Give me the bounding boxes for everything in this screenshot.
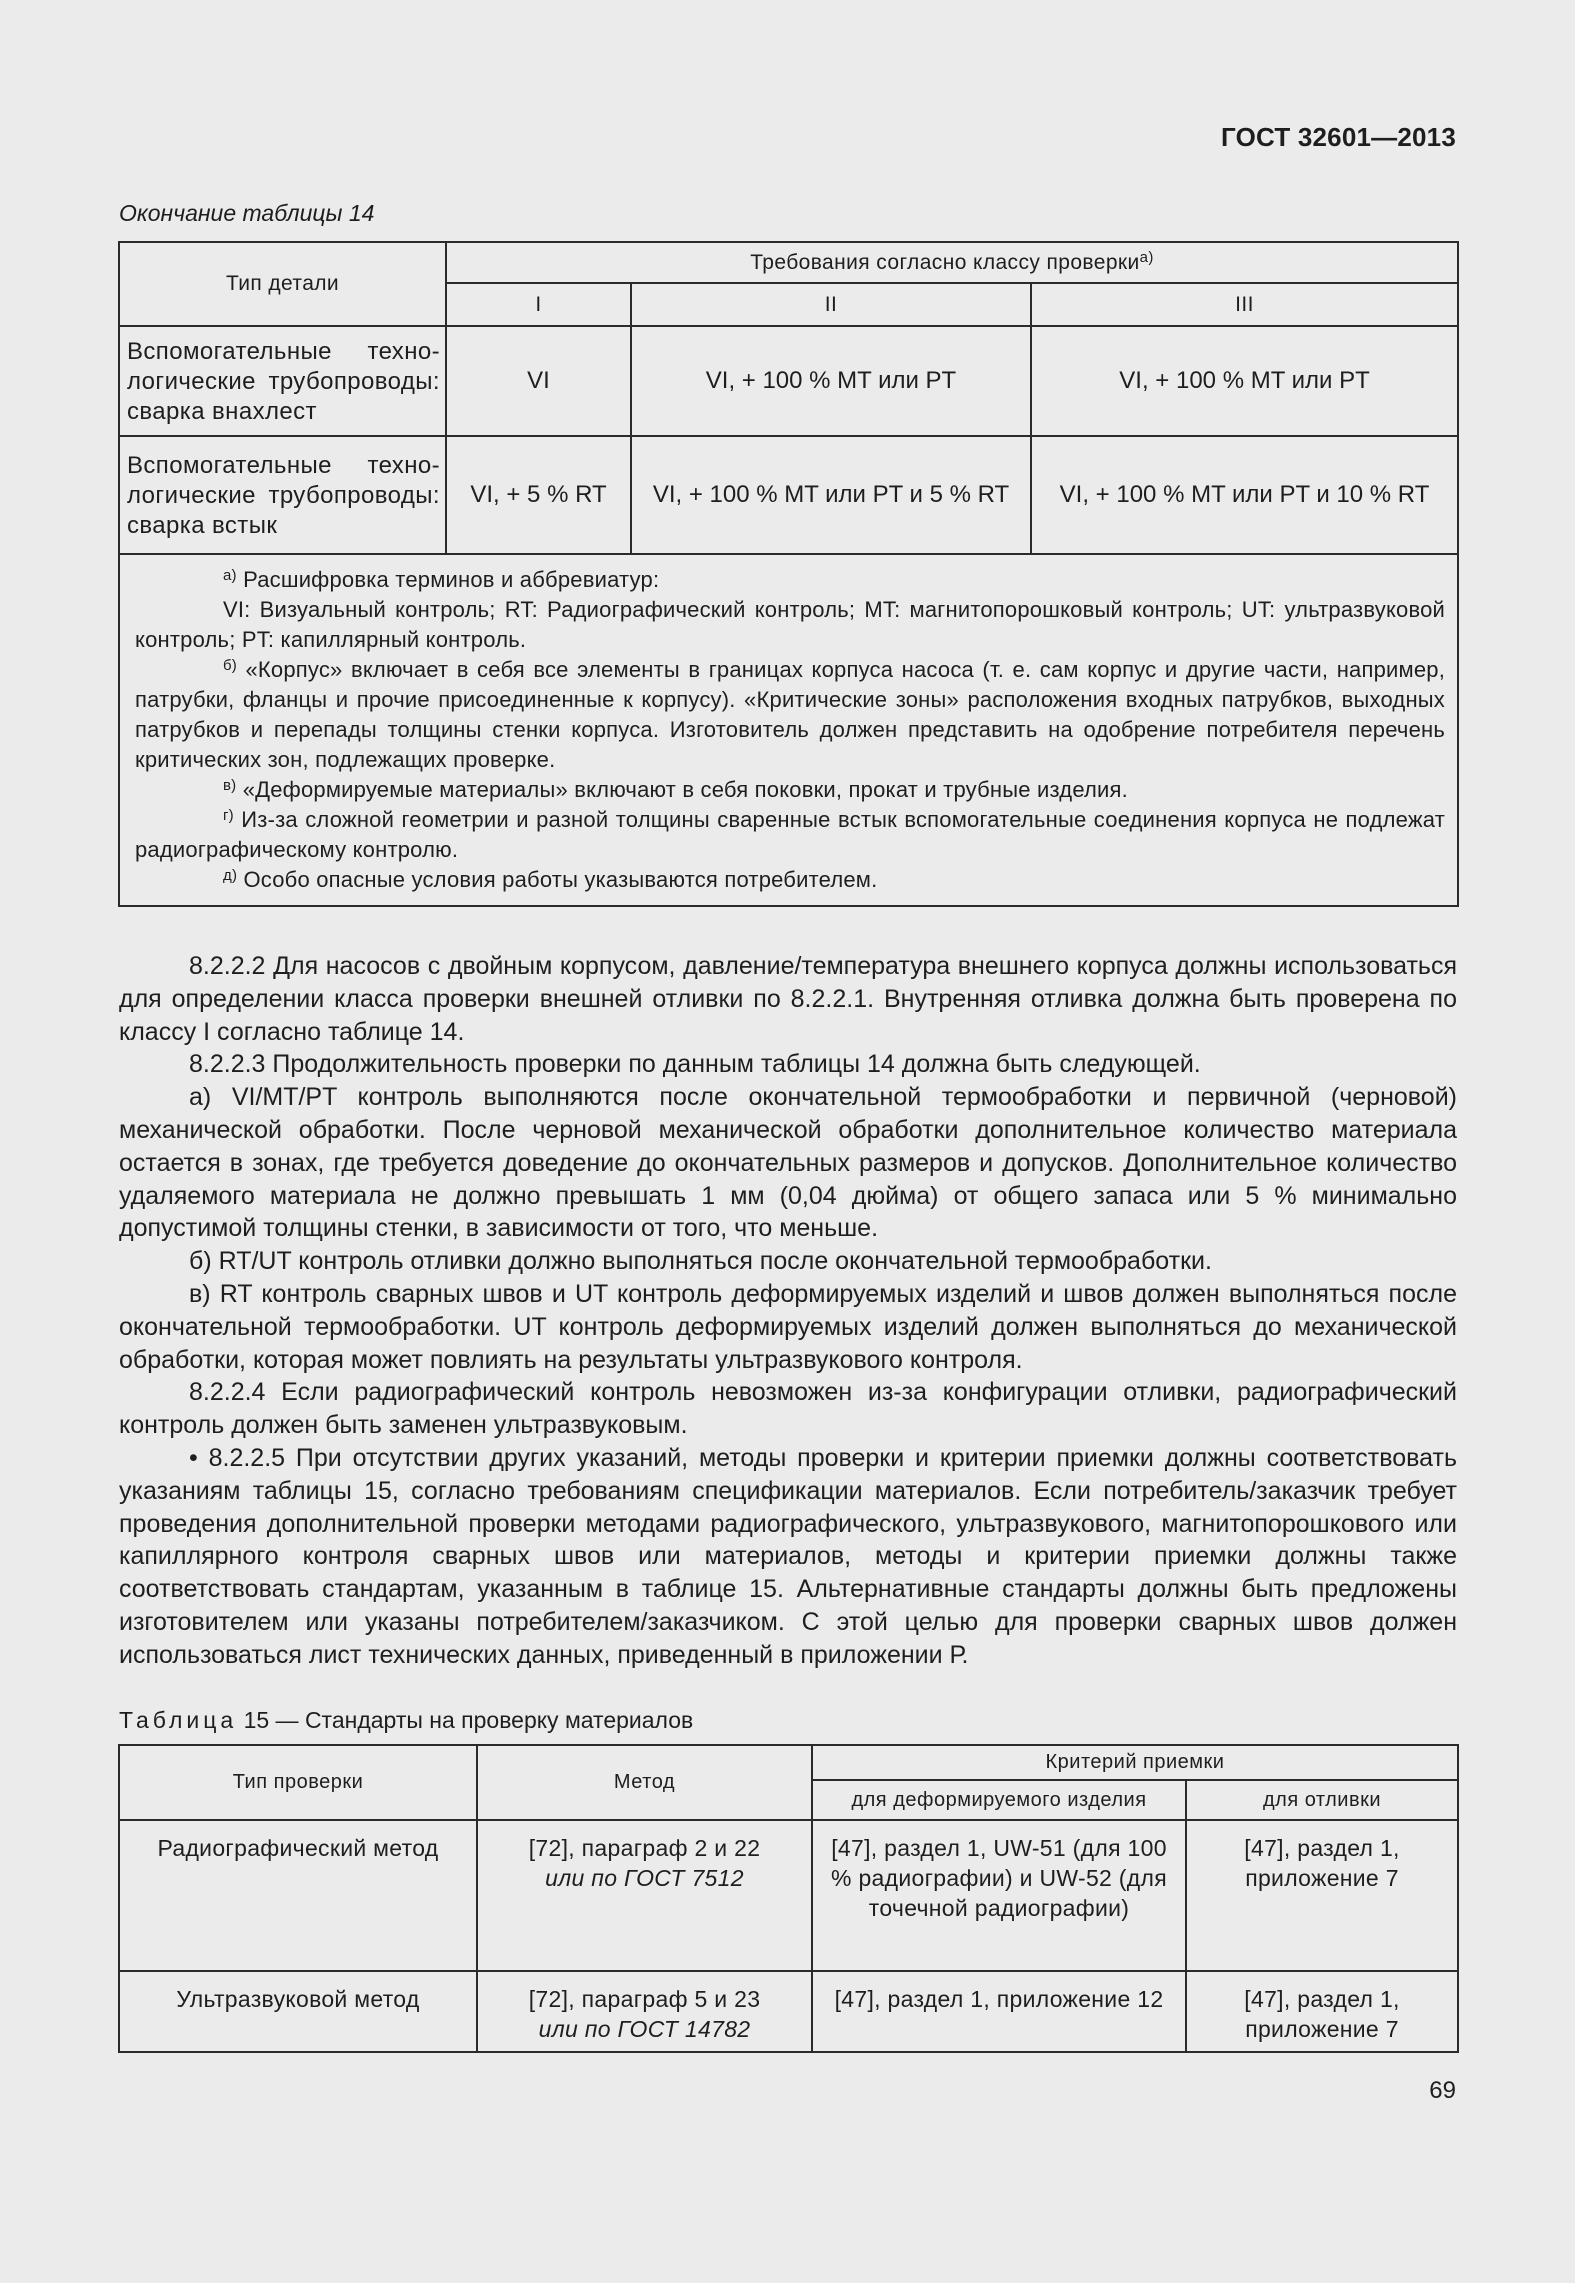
class-3-cell: VI, + 100 % MT или PT и 10 % RT — [1031, 436, 1458, 554]
paragraph-8-2-2-4: 8.2.2.4 Если радиографический контроль невозможен из-за конфигурации отливки, радиографический контроль должен быть заменен ультразвуковым. — [119, 1378, 1457, 1440]
wrought-criteria-cell: [47], раздел 1, UW-51 (для 100 % радиографии) и UW-52 (для точечной радиографии) — [812, 1820, 1186, 1971]
class-1-header: I — [446, 283, 631, 326]
method-cell: [72], параграф 5 и 23 или по ГОСТ 14782 — [477, 1971, 812, 2052]
inspection-type-cell: Ультразвуковой метод — [119, 1971, 477, 2052]
col-inspection-type-header: Тип проверки — [119, 1745, 477, 1820]
paragraph-8-2-2-2: 8.2.2.2 Для насосов с двойным корпусом, давление/температура внешнего корпуса должны использоваться для определении класса проверки внешней отливки по 8.2.2.1. Внутренняя отливка должна быть проверена по классу I согласно таблице 14. — [119, 952, 1457, 1046]
table-row — [119, 436, 1458, 554]
table-row — [119, 1971, 1458, 2052]
footnote-v: $^{в)}$ «Деформируемые материалы» включают в себя поковки, прокат и трубные изделия. — [223, 777, 1128, 802]
part-type-cell: Вспомогательные техно- логические трубопроводы: сварка внахлест — [119, 326, 446, 436]
page-number: 69 — [1429, 2077, 1456, 2104]
col-method-header: Метод — [477, 1745, 812, 1820]
paragraph-item-v: в) RT контроль сварных швов и UT контроль деформируемых изделий и швов должен выполняться после окончательной термообработки. UT контроль деформируемых изделий должен выполняться до механической обработки, которая может повлиять на результаты ультразвукового контроля. — [119, 1279, 1457, 1374]
paragraph-item-b: б) RT/UT контроль отливки должно выполняться после окончательной термообработки. — [189, 1247, 1212, 1276]
paragraph-8-2-2-5: • 8.2.2.5 При отсутствии других указаний, методы проверки и критерии приемки должны соответствовать указаниям таблицы 15, согласно требованиям спецификации материалов. Если потребитель/заказчик требует проведения дополнительной проверки методами радиографического, ультразвукового, магнитопорошкового или капиллярного контроля сварных швов или материалов, методы и критерии приемки должны также соответствовать стандартам, указанным в таблице 15. Альтернативные стандарты должны быть предложены изготовителем или указаны потребителем/заказчиком. С этой целью для проверки сварных швов должен использоваться лист технических данных, приведенный в приложении Р. — [119, 1443, 1457, 1669]
class-3-header: III — [1031, 283, 1458, 326]
footnote-a-text: VI: Визуальный контроль; RT: Радиографический контроль; MT: магнитопорошковый контроль; UT: ультразвуковой контроль; PT: капиллярный контроль. — [135, 597, 1446, 652]
class-2-cell: VI, + 100 % MT или PT — [631, 326, 1031, 436]
col-cast-header: для отливки — [1186, 1780, 1458, 1820]
method-cell: [72], параграф 2 и 22 или по ГОСТ 7512 — [477, 1820, 812, 1971]
paragraph-item-a: а) VI/MT/PT контроль выполняются после окончательной термообработки и первичной (черновой) механической обработки. После черновой механической обработки дополнительное количество материала остается в зонах, где требуется доведение до окончательных размеров и допусков. Дополнительное количество удаляемого материала не должно превышать 1 мм (0,04 дюйма) от общего запаса или 5 % минимально допустимой толщины стенки, в зависимости от того, что меньше. — [119, 1083, 1457, 1243]
requirements-header: Требования согласно классу проверки$^{а)}$ — [446, 242, 1458, 283]
part-type-cell: Вспомогательные техно- логические трубопроводы: сварка встык — [119, 436, 446, 554]
table14-caption: Окончание таблицы 14 — [119, 200, 375, 226]
wrought-criteria-cell: [47], раздел 1, приложение 12 — [812, 1971, 1186, 2052]
table-14 — [118, 241, 1459, 907]
table-row — [119, 1820, 1458, 1971]
cast-criteria-cell: [47], раздел 1, приложение 7 — [1186, 1971, 1458, 2052]
body-text — [119, 950, 1457, 1672]
standard-title: ГОСТ 32601—2013 — [1221, 122, 1456, 152]
table14-footnotes — [119, 554, 1458, 906]
footnote-g: $^{г)}$ Из-за сложной геометрии и разной толщины сваренные встык вспомогательные соединения корпуса не подлежат радиографическому контролю. — [135, 807, 1446, 862]
class-3-cell: VI, + 100 % MT или PT — [1031, 326, 1458, 436]
table-row — [119, 326, 1458, 436]
inspection-type-cell: Радиографический метод — [119, 1820, 477, 1971]
table-15 — [118, 1744, 1459, 2053]
footnote-b: $^{б)}$ «Корпус» включает в себя все элементы в границах корпуса насоса (т. е. сам корпус и другие части, например, патрубки, фланцы и прочие присоединенные к корпусу). «Критические зоны» расположения входных патрубков, выходных патрубков и перепады толщины стенки корпуса. Изготовитель должен представить на одобрение потребителя перечень критических зон, подлежащих проверке. — [135, 657, 1446, 772]
paragraph-8-2-2-3: 8.2.2.3 Продолжительность проверки по данным таблицы 14 должна быть следующей. — [189, 1050, 1201, 1079]
col-wrought-header: для деформируемого изделия — [812, 1780, 1186, 1820]
footnote-d: $^{д)}$ Особо опасные условия работы указываются потребителем. — [223, 867, 878, 892]
col-part-type-header: Тип детали — [119, 242, 446, 326]
table15-caption: Таблица 15 — Стандарты на проверку материалов — [119, 1707, 694, 1733]
col-acceptance-header: Критерий приемки — [812, 1745, 1458, 1780]
cast-criteria-cell: [47], раздел 1, приложение 7 — [1186, 1820, 1458, 1971]
class-1-cell: VI, + 5 % RT — [446, 436, 631, 554]
class-2-header: II — [631, 283, 1031, 326]
class-2-cell: VI, + 100 % MT или PT и 5 % RT — [631, 436, 1031, 554]
footnote-a: $^{а)}$ Расшифровка терминов и аббревиатур: — [223, 567, 660, 592]
class-1-cell: VI — [446, 326, 631, 436]
